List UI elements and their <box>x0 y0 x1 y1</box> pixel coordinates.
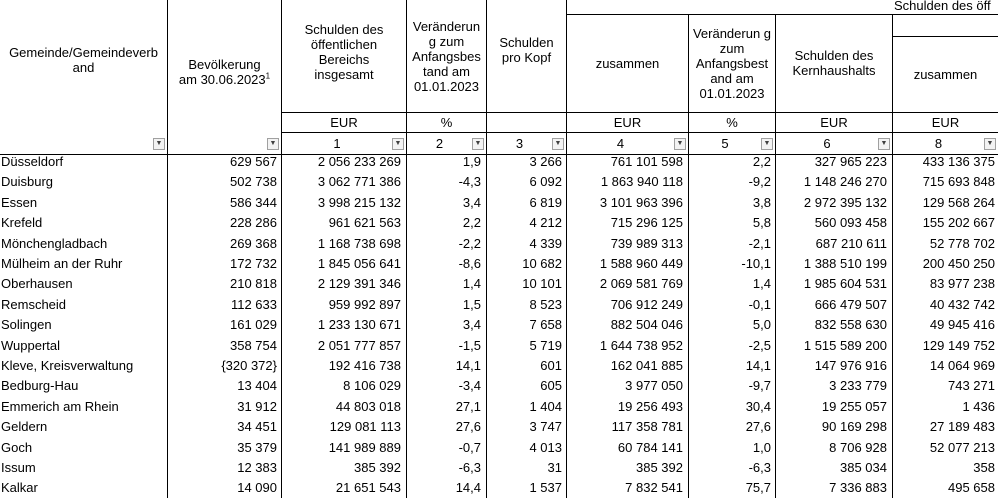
value-cell-c4[interactable]: 1 588 960 449 <box>599 256 683 271</box>
value-cell-c2[interactable]: -1,5 <box>458 337 481 353</box>
value-cell-c5[interactable]: 14,1 <box>745 358 771 373</box>
value-cell-c8[interactable]: 129 149 752 <box>922 337 995 353</box>
table-row[interactable] <box>0 152 998 172</box>
value-cell-c5[interactable]: -2,1 <box>748 235 771 251</box>
value-cell-c4[interactable]: 739 989 313 <box>610 235 683 251</box>
filter-dropdown-icon[interactable]: ▼ <box>472 138 484 150</box>
table-row[interactable] <box>0 213 998 233</box>
value-cell-c6[interactable]: 90 169 298 <box>821 419 887 435</box>
value-cell-c8[interactable]: 433 136 375 <box>922 154 995 169</box>
value-cell-c8[interactable]: 52 077 213 <box>929 439 995 455</box>
municipality-name-cell[interactable]: Essen <box>1 194 38 210</box>
value-cell-c8[interactable]: 358 <box>973 460 995 475</box>
value-cell-c1[interactable]: 3 062 771 386 <box>317 174 401 190</box>
unit-percent: % <box>726 115 738 130</box>
table-row[interactable] <box>0 336 998 356</box>
header-municipality: Gemeinde/Gemeindeverb and <box>9 45 158 75</box>
value-cell-c4[interactable]: 2 069 581 769 <box>599 276 683 292</box>
value-cell-c6[interactable]: 3 233 779 <box>829 378 887 394</box>
value-cell-c5[interactable]: 5,0 <box>752 317 771 333</box>
footnote-marker: 1 <box>265 71 271 81</box>
value-cell-c4[interactable]: 3 101 963 396 <box>599 194 683 210</box>
municipality-name-cell[interactable]: Krefeld <box>1 215 43 231</box>
value-cell-c3[interactable]: 10 682 <box>522 256 562 271</box>
municipality-name-cell[interactable]: Wuppertal <box>1 337 61 353</box>
value-cell-pop[interactable]: 358 754 <box>230 337 277 353</box>
table-row[interactable] <box>0 356 998 376</box>
value-cell-c4[interactable]: 3 977 050 <box>625 378 683 394</box>
value-cell-c2[interactable]: 1,5 <box>462 296 481 312</box>
value-cell-c4[interactable]: 117 358 781 <box>611 419 683 435</box>
unit-eur: EUR <box>931 115 960 130</box>
value-cell-c1[interactable]: 2 051 777 857 <box>317 337 401 353</box>
column-number: 2 <box>435 136 444 151</box>
value-cell-c6[interactable]: 147 976 916 <box>814 358 887 373</box>
value-cell-c2[interactable]: -2,2 <box>458 235 481 251</box>
value-cell-c5[interactable]: 1,4 <box>752 276 771 292</box>
municipality-name-cell[interactable]: Issum <box>1 460 36 475</box>
filter-cell-population <box>168 133 281 154</box>
value-cell-c1[interactable]: 21 651 543 <box>335 480 401 496</box>
filter-dropdown-icon[interactable]: ▼ <box>674 138 686 150</box>
value-cell-c2[interactable]: 3,4 <box>462 194 481 210</box>
value-cell-c5[interactable]: -9,7 <box>748 378 771 394</box>
filter-dropdown-icon[interactable]: ▼ <box>267 138 279 150</box>
value-cell-c2[interactable]: 3,4 <box>462 317 481 333</box>
value-cell-c1[interactable]: 959 992 897 <box>328 296 401 312</box>
value-cell-c3[interactable]: 7 658 <box>529 317 562 333</box>
value-cell-pop[interactable]: 12 383 <box>237 460 277 475</box>
value-cell-c8[interactable]: 40 432 742 <box>929 296 995 312</box>
value-cell-c4[interactable]: 19 256 493 <box>617 398 683 414</box>
value-cell-c4[interactable]: 7 832 541 <box>625 480 683 496</box>
value-cell-c4[interactable]: 706 912 249 <box>610 296 683 312</box>
value-cell-c2[interactable]: 27,1 <box>455 398 481 414</box>
filter-cell-1 <box>282 133 406 154</box>
value-cell-pop[interactable]: 586 344 <box>230 194 277 210</box>
value-cell-c2[interactable]: -6,3 <box>458 460 481 475</box>
value-cell-c1[interactable]: 8 106 029 <box>343 378 401 394</box>
value-cell-c5[interactable]: -0,1 <box>748 296 771 312</box>
value-cell-pop[interactable]: 13 404 <box>237 378 277 394</box>
header-population <box>168 38 281 106</box>
filter-cell-2 <box>407 133 486 154</box>
value-cell-c4[interactable]: 1 644 738 952 <box>599 337 683 353</box>
value-cell-c1[interactable]: 1 233 130 671 <box>317 317 401 333</box>
table-row[interactable] <box>0 458 998 478</box>
municipality-name-cell[interactable]: Mönchengladbach <box>1 235 108 251</box>
value-cell-c5[interactable]: 1,0 <box>752 439 771 455</box>
header-change-total: Veränderun g zum Anfangsbes tand am 01.01.2023 <box>412 18 481 94</box>
municipality-name-cell[interactable]: Bedburg-Hau <box>1 378 79 394</box>
unit-percent: % <box>440 115 453 130</box>
value-cell-c6[interactable]: 8 706 928 <box>829 439 887 455</box>
filter-dropdown-icon[interactable]: ▼ <box>878 138 890 150</box>
value-cell-pop[interactable]: 269 368 <box>230 235 277 251</box>
value-cell-c2[interactable]: -3,4 <box>458 378 481 394</box>
value-cell-c1[interactable]: 141 989 889 <box>328 439 401 455</box>
value-cell-pop[interactable]: 112 633 <box>230 296 277 312</box>
value-cell-c4[interactable]: 60 784 141 <box>617 439 683 455</box>
value-cell-c8[interactable]: 1 436 <box>962 398 995 414</box>
filter-dropdown-icon[interactable]: ▼ <box>552 138 564 150</box>
header-core-budget-debt: Schulden des Kernhaushalts <box>792 48 876 78</box>
value-cell-c8[interactable]: 200 450 250 <box>922 256 995 271</box>
value-cell-c3[interactable]: 1 404 <box>529 398 562 414</box>
municipality-name-cell[interactable]: Kalkar <box>1 480 38 496</box>
value-cell-c3[interactable]: 6 819 <box>529 194 562 210</box>
value-cell-c2[interactable]: -0,7 <box>458 439 481 455</box>
value-cell-c6[interactable]: 560 093 458 <box>814 215 887 231</box>
value-cell-pop[interactable]: 161 029 <box>230 317 277 333</box>
value-cell-c5[interactable]: 75,7 <box>745 480 771 496</box>
table-row[interactable] <box>0 274 998 294</box>
table-row[interactable] <box>0 193 998 213</box>
table-row[interactable] <box>0 172 998 192</box>
value-cell-c1[interactable]: 2 056 233 269 <box>317 154 401 169</box>
municipality-name-cell[interactable]: Düsseldorf <box>1 154 64 169</box>
value-cell-c6[interactable]: 687 210 611 <box>815 235 887 251</box>
value-cell-c5[interactable]: -9,2 <box>748 174 771 190</box>
filter-dropdown-icon[interactable]: ▼ <box>761 138 773 150</box>
value-cell-c5[interactable]: -10,1 <box>741 256 771 271</box>
group-header-label: Schulden des öff <box>894 0 991 13</box>
value-cell-c3[interactable]: 4 013 <box>529 439 562 455</box>
value-cell-c1[interactable]: 2 129 391 346 <box>317 276 401 292</box>
header-total-debt: Schulden des öffentlichen Bereichs insgesamt <box>304 22 384 82</box>
column-number: 5 <box>721 136 729 151</box>
value-cell-c8[interactable]: 743 271 <box>948 378 995 394</box>
header-together-2: zusammen <box>913 67 978 82</box>
column-number: 4 <box>616 136 625 151</box>
table-row[interactable] <box>0 315 998 335</box>
value-cell-pop[interactable]: 172 732 <box>230 256 277 271</box>
value-cell-c5[interactable]: 30,4 <box>745 398 771 414</box>
table-row[interactable] <box>0 397 998 417</box>
filter-dropdown-icon[interactable]: ▼ <box>392 138 404 150</box>
filter-cell-4 <box>567 133 688 154</box>
value-cell-c4[interactable]: 761 101 598 <box>610 154 683 169</box>
value-cell-c3[interactable]: 3 266 <box>529 154 562 169</box>
value-cell-c6[interactable]: 19 255 057 <box>821 398 887 414</box>
municipality-name-cell[interactable]: Mülheim an der Ruhr <box>1 256 123 271</box>
column-number: 3 <box>515 136 524 151</box>
filter-dropdown-icon[interactable]: ▼ <box>153 138 165 150</box>
filter-dropdown-icon[interactable]: ▼ <box>984 138 996 150</box>
value-cell-pop[interactable]: 629 567 <box>230 154 277 169</box>
value-cell-c2[interactable]: 1,4 <box>462 276 481 292</box>
value-cell-c1[interactable]: 961 621 563 <box>328 215 401 231</box>
value-cell-pop[interactable]: 14 090 <box>237 480 277 496</box>
value-cell-c1[interactable]: 385 392 <box>354 460 401 475</box>
municipality-name-cell[interactable]: Kleve, Kreisverwaltung <box>1 358 134 373</box>
municipality-name-cell[interactable]: Emmerich am Rhein <box>1 398 119 414</box>
header-change-subtotal: Veränderun g zum Anfangsbest and am 01.01.2023 <box>692 25 772 101</box>
value-cell-c6[interactable]: 2 972 395 132 <box>803 194 887 210</box>
table-row[interactable] <box>0 295 998 315</box>
column-number: 1 <box>333 136 341 151</box>
value-cell-c8[interactable]: 155 202 667 <box>922 215 995 231</box>
municipality-name-cell[interactable]: Goch <box>1 439 33 455</box>
value-cell-c1[interactable]: 1 168 738 698 <box>317 235 401 251</box>
municipality-name-cell[interactable]: Oberhausen <box>1 276 73 292</box>
filter-cell-municipality <box>0 133 167 154</box>
value-cell-pop[interactable]: 31 912 <box>237 398 277 414</box>
value-cell-pop[interactable]: 35 379 <box>237 439 277 455</box>
value-cell-c2[interactable]: 14,4 <box>455 480 481 496</box>
value-cell-c6[interactable]: 666 479 507 <box>814 296 887 312</box>
value-cell-c3[interactable]: 601 <box>540 358 562 373</box>
unit-eur: EUR <box>820 115 848 130</box>
unit-eur: EUR <box>330 115 358 130</box>
value-cell-c4[interactable]: 715 296 125 <box>610 215 683 231</box>
value-cell-c2[interactable]: -4,3 <box>458 174 481 190</box>
value-cell-c8[interactable]: 27 189 483 <box>929 419 995 435</box>
value-cell-c4[interactable]: 882 504 046 <box>610 317 683 333</box>
value-cell-c5[interactable]: 2,2 <box>752 154 771 169</box>
municipality-name-cell[interactable]: Solingen <box>1 317 52 333</box>
value-cell-c8[interactable]: 83 977 238 <box>929 276 995 292</box>
value-cell-c8[interactable]: 52 778 702 <box>929 235 995 251</box>
table-row[interactable] <box>0 417 998 437</box>
value-cell-c3[interactable]: 6 092 <box>529 174 562 190</box>
value-cell-c2[interactable]: 27,6 <box>455 419 481 435</box>
header-debt-per-capita: Schulden pro Kopf <box>499 35 554 65</box>
value-cell-c1[interactable]: 192 416 738 <box>328 358 401 373</box>
table-row[interactable] <box>0 376 998 396</box>
value-cell-c2[interactable]: 1,9 <box>462 154 481 169</box>
value-cell-c1[interactable]: 1 845 056 641 <box>317 256 401 271</box>
value-cell-pop[interactable]: 34 451 <box>237 419 277 435</box>
value-cell-c1[interactable]: 3 998 215 132 <box>317 194 401 210</box>
value-cell-pop[interactable]: {320 372} <box>221 358 277 373</box>
value-cell-c4[interactable]: 1 863 940 118 <box>600 174 683 190</box>
table-row[interactable] <box>0 438 998 458</box>
value-cell-c2[interactable]: -8,6 <box>458 256 481 271</box>
unit-eur: EUR <box>613 115 642 130</box>
value-cell-c5[interactable]: 27,6 <box>745 419 771 435</box>
municipality-name-cell[interactable]: Geldern <box>1 419 48 435</box>
column-number: 6 <box>823 136 831 151</box>
table-row[interactable] <box>0 478 998 498</box>
value-cell-c3[interactable]: 8 523 <box>529 296 562 312</box>
header-together: zusammen <box>595 55 660 71</box>
value-cell-c2[interactable]: 14,1 <box>455 358 481 373</box>
value-cell-c8[interactable]: 14 064 969 <box>929 358 995 373</box>
value-cell-c4[interactable]: 385 392 <box>636 460 683 475</box>
table-row[interactable] <box>0 254 998 274</box>
filter-cell-5 <box>689 133 775 154</box>
value-cell-c6[interactable]: 1 515 589 200 <box>803 337 887 353</box>
value-cell-c5[interactable]: -2,5 <box>748 337 771 353</box>
value-cell-c6[interactable]: 385 034 <box>840 460 887 475</box>
municipality-name-cell[interactable]: Duisburg <box>1 174 54 190</box>
value-cell-c3[interactable]: 1 537 <box>529 480 562 496</box>
value-cell-c8[interactable]: 495 658 <box>948 480 995 496</box>
value-cell-c4[interactable]: 162 041 885 <box>610 358 683 373</box>
value-cell-pop[interactable]: 210 818 <box>230 276 277 292</box>
value-cell-c3[interactable]: 31 <box>547 460 562 475</box>
filter-cell-8 <box>893 133 998 154</box>
value-cell-pop[interactable]: 228 286 <box>230 215 277 231</box>
value-cell-c6[interactable]: 1 985 604 531 <box>803 276 887 292</box>
value-cell-c6[interactable]: 832 558 630 <box>814 317 887 333</box>
municipality-name-cell[interactable]: Remscheid <box>1 296 67 312</box>
value-cell-c5[interactable]: 5,8 <box>752 215 771 231</box>
value-cell-c8[interactable]: 49 945 416 <box>929 317 995 333</box>
value-cell-c2[interactable]: 2,2 <box>462 215 481 231</box>
value-cell-c1[interactable]: 44 803 018 <box>335 398 401 414</box>
value-cell-pop[interactable]: 502 738 <box>230 174 277 190</box>
value-cell-c3[interactable]: 4 339 <box>529 235 562 251</box>
header-population-text: Bevölkerung am 30.06.2023 <box>178 57 266 87</box>
value-cell-c6[interactable]: 7 336 883 <box>829 480 887 496</box>
value-cell-c6[interactable]: 1 148 246 270 <box>803 174 887 190</box>
value-cell-c6[interactable]: 327 965 223 <box>814 154 887 169</box>
table-row[interactable] <box>0 234 998 254</box>
value-cell-c8[interactable]: 129 568 264 <box>922 194 995 210</box>
value-cell-c6[interactable]: 1 388 510 199 <box>803 256 887 271</box>
value-cell-c3[interactable]: 605 <box>540 378 562 394</box>
value-cell-c5[interactable]: -6,3 <box>748 460 771 475</box>
value-cell-c3[interactable]: 10 101 <box>522 276 562 292</box>
value-cell-c3[interactable]: 4 212 <box>529 215 562 231</box>
value-cell-c3[interactable]: 3 747 <box>529 419 562 435</box>
column-number: 8 <box>934 136 943 151</box>
value-cell-c5[interactable]: 3,8 <box>752 194 771 210</box>
value-cell-c8[interactable]: 715 693 848 <box>922 174 995 190</box>
value-cell-c3[interactable]: 5 719 <box>529 337 562 353</box>
filter-cell-3 <box>487 133 566 154</box>
value-cell-c1[interactable]: 129 081 113 <box>329 419 401 435</box>
filter-cell-6 <box>776 133 892 154</box>
